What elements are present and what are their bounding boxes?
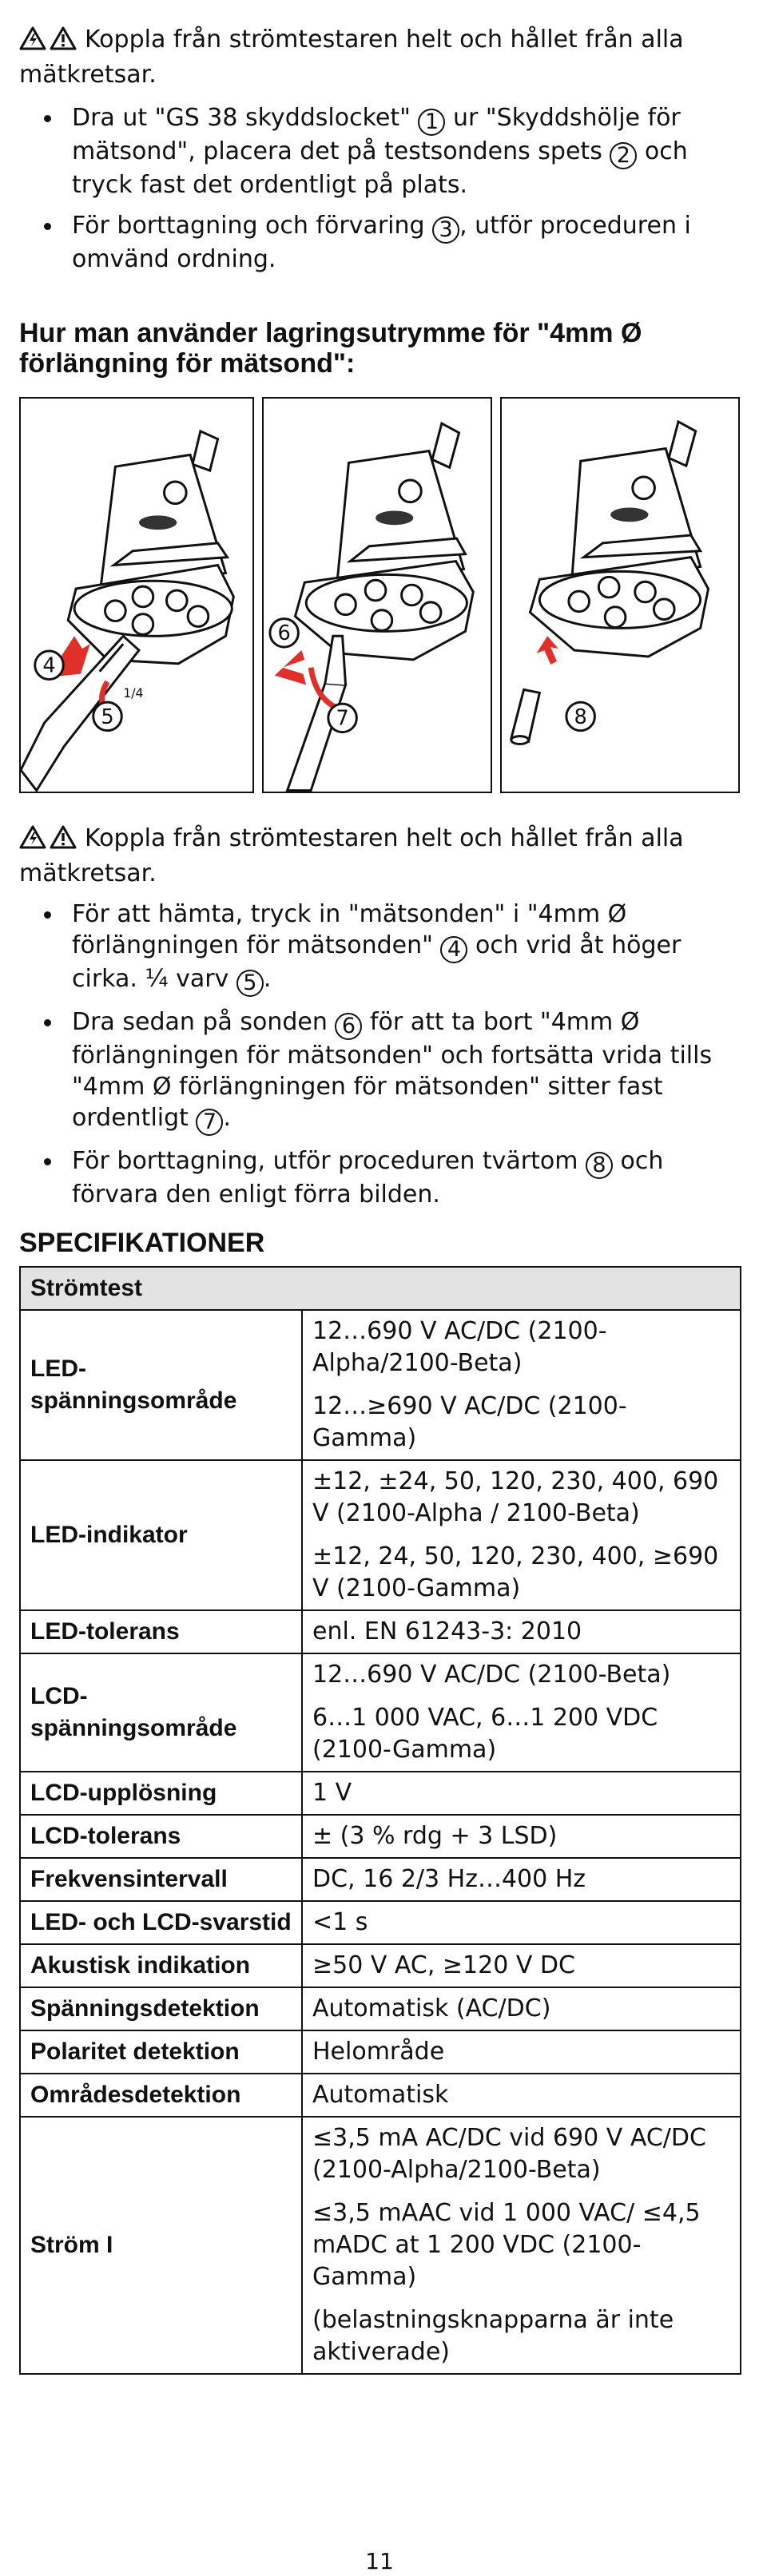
spec-value: 12…≥690 V AC/DC (2100-Gamma): [312, 1392, 627, 1452]
warning-icons: [19, 26, 80, 59]
spec-value: 6…1 000 VAC, 6…1 200 VDC (2100-Gamma): [312, 1704, 658, 1764]
list-item-text: och förvara den enligt förra bilden.: [72, 1147, 664, 1209]
list-item: [32, 102, 735, 200]
spec-label: Områdesdetektion: [20, 2074, 302, 2117]
spec-label: LCD-spänningsområde: [20, 1653, 302, 1772]
specifications-table: [19, 1266, 741, 2375]
list-item-text: ur "Skyddshölje för mätsond", placera det på testsondens spets: [72, 104, 681, 165]
spec-value: ≤3,5 mAAC vid 1 000 VAC/ ≤4,5 mADC at 1 200 VDC (2100-Gamma): [312, 2199, 701, 2291]
electric-hazard-icon: [19, 825, 46, 849]
spec-label: LED-spänningsområde: [20, 1310, 302, 1460]
illustration-panel-3: [500, 397, 740, 793]
svg-text:6: 6: [277, 621, 291, 646]
table-row: [20, 1944, 741, 1987]
spec-value: enl. EN 61243-3: 2010: [312, 1617, 582, 1645]
step-number-callout: 5: [236, 970, 264, 997]
callout-7: [328, 704, 357, 732]
table-row: [20, 2074, 741, 2117]
plug-holder-drawing: [288, 423, 474, 791]
quarter-turn-label: 1/4: [123, 685, 144, 701]
step-number-callout: 8: [586, 1152, 613, 1179]
svg-text:5: 5: [101, 705, 114, 729]
spec-label: LED- och LCD-svarstid: [20, 1901, 302, 1944]
warning-line-1: [19, 24, 738, 91]
spec-label: Akustisk indikation: [20, 1944, 302, 1987]
callout-6: [270, 619, 299, 648]
spec-label: Polaritet detektion: [20, 2030, 302, 2074]
spec-value: (belastningsknapparna är inte aktiverade): [312, 2306, 674, 2366]
table-row: [20, 1858, 741, 1901]
spec-value-cell: [302, 1653, 741, 1772]
spec-label: Frekvensintervall: [20, 1858, 302, 1901]
warning-text: Koppla från strömtestaren helt och hållet från alla mätkretsar.: [19, 26, 684, 89]
spec-value: 12…690 V AC/DC (2100-Alpha/2100-Beta): [312, 1317, 607, 1377]
instruction-list-1: [32, 102, 735, 284]
spec-value: Automatisk (AC/DC): [312, 1995, 551, 2022]
warning-icons: [19, 825, 80, 858]
callout-8: [566, 702, 595, 731]
table-row: [20, 1460, 741, 1610]
spec-value-cell: [302, 2074, 741, 2117]
spec-value-cell: [302, 1460, 741, 1610]
spec-value: <1 s: [312, 1908, 368, 1936]
list-item-text: För att hämta, tryck in "mätsonden" i "4mm Ø förlängningen för mätsonden": [72, 900, 627, 959]
list-item-text: och tryck fast det ordentligt på plats.: [72, 137, 688, 199]
illustration-panel-1: [19, 397, 254, 793]
step-number-callout: 1: [418, 109, 445, 136]
spec-value: 12…690 V AC/DC (2100-Beta): [312, 1661, 671, 1689]
page-number: 11: [365, 2548, 394, 2574]
list-item: [32, 899, 735, 997]
spec-value-cell: [302, 1772, 741, 1815]
plug-holder-drawing: [21, 431, 233, 791]
spec-value: DC, 16 2/3 Hz…400 Hz: [312, 1865, 586, 1893]
specifications-heading: SPECIFIKATIONER: [19, 1228, 265, 1258]
caution-icon: [50, 26, 77, 50]
svg-text:8: 8: [574, 705, 587, 729]
step-number-callout: 6: [335, 1013, 362, 1040]
callout-4: [35, 651, 64, 680]
spec-value-cell: [302, 1944, 741, 1987]
spec-value-cell: [302, 1858, 741, 1901]
list-item: [32, 1006, 735, 1136]
red-arrow-icon: [536, 636, 558, 665]
spec-value-cell: [302, 1901, 741, 1944]
spec-value-cell: [302, 2030, 741, 2074]
step-number-callout: 4: [440, 936, 467, 963]
instruction-list-2: [32, 899, 735, 1220]
list-item: [32, 210, 735, 275]
svg-text:4: 4: [42, 653, 56, 678]
warning-line-2: [19, 823, 738, 890]
spec-label: LCD-tolerans: [20, 1815, 302, 1858]
table-row: [20, 1772, 741, 1815]
spec-label: Ström I: [20, 2117, 302, 2374]
svg-text:7: 7: [336, 706, 349, 731]
red-arrow-icon: [275, 650, 306, 685]
spec-value-cell: [302, 1815, 741, 1858]
spec-value: Automatisk: [312, 2081, 449, 2109]
spec-value: ± (3 % rdg + 3 LSD): [312, 1822, 558, 1850]
table-group-header: Strömtest: [20, 1267, 741, 1310]
table-row: [20, 1815, 741, 1858]
list-item-text: .: [223, 1104, 231, 1132]
table-row: [20, 2117, 741, 2374]
spec-value: ≤3,5 mA AC/DC vid 690 V AC/DC (2100-Alpha/2100-Beta): [312, 2124, 706, 2184]
step-number-callout: 7: [196, 1109, 223, 1136]
callout-5: [93, 702, 122, 731]
section-heading: Hur man använder lagringsutrymme för "4mm Ø förlängning för mätsond":: [19, 318, 642, 379]
spec-value-cell: [302, 1610, 741, 1653]
step-number-callout: 2: [610, 142, 637, 169]
table-row: [20, 1310, 741, 1460]
list-item-text: .: [263, 965, 272, 993]
table-row: [20, 1653, 741, 1772]
spec-value: ≥50 V AC, ≥120 V DC: [312, 1951, 575, 1979]
list-item-text: För borttagning, utför proceduren tvärtom: [72, 1147, 586, 1175]
spec-label: LCD-upplösning: [20, 1772, 302, 1815]
spec-value: Helområde: [312, 2038, 445, 2066]
list-item-text: , utför proceduren i omvänd ordning.: [72, 212, 691, 273]
electric-hazard-icon: [19, 26, 46, 50]
list-item-text: och vrid åt höger cirka. ¼ varv: [72, 931, 682, 993]
spec-label: LED-indikator: [20, 1460, 302, 1610]
spec-value: ±12, 24, 50, 120, 230, 400, ≥690 V (2100-Gamma): [312, 1542, 719, 1602]
warning-text: Koppla från strömtestaren helt och hållet från alla mätkretsar.: [19, 824, 684, 887]
plug-holder-drawing: [511, 422, 709, 744]
list-item-text: För borttagning och förvaring: [72, 212, 433, 240]
spec-value-cell: [302, 2117, 741, 2374]
list-item-text: för att ta bort "4mm Ø förlängningen för mätsonden" och fortsätta vrida tills "4mm Ø förlängningen för mätsonden" sitter fast ordentligt: [72, 1008, 713, 1132]
table-row: [20, 1901, 741, 1944]
table-row: [20, 1610, 741, 1653]
spec-value-cell: [302, 1310, 741, 1460]
table-row: [20, 2030, 741, 2074]
illustration-panels: [19, 397, 740, 795]
step-number-callout: 3: [432, 216, 459, 244]
spec-value-cell: [302, 1987, 741, 2030]
caution-icon: [50, 825, 77, 849]
spec-label: Spänningsdetektion: [20, 1987, 302, 2030]
list-item-text: Dra sedan på sonden: [72, 1008, 336, 1036]
illustration-panel-2: [262, 397, 492, 793]
list-item-text: Dra ut "GS 38 skyddslocket": [72, 104, 419, 132]
table-row: [20, 1987, 741, 2030]
list-item: [32, 1145, 735, 1210]
spec-value: ±12, ±24, 50, 120, 230, 400, 690 V (2100-Alpha / 2100-Beta): [312, 1467, 719, 1527]
spec-value: 1 V: [312, 1779, 352, 1807]
spec-label: LED-tolerans: [20, 1610, 302, 1653]
